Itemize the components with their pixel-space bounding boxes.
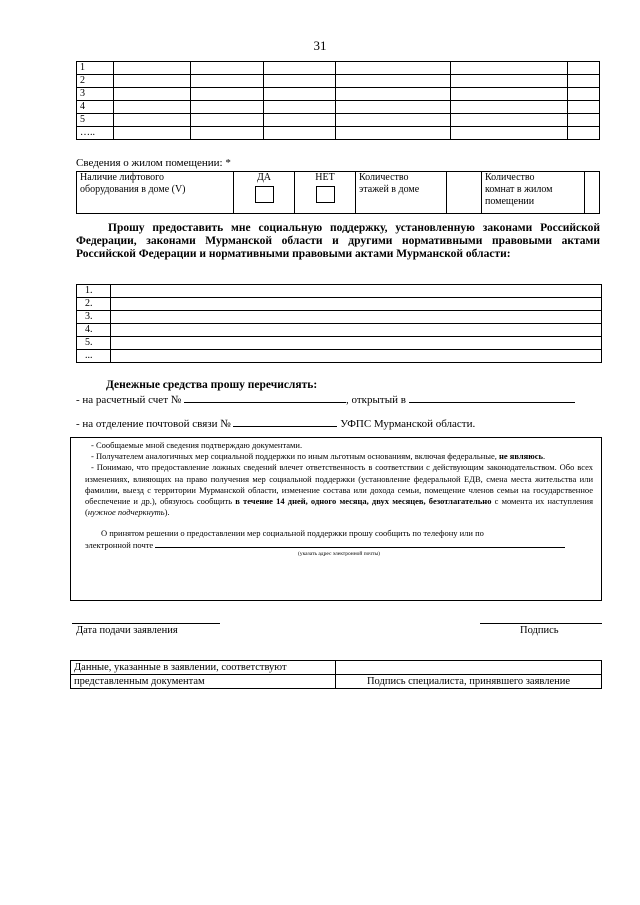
table-cell[interactable] [336,101,451,114]
declaration-p3: - Понимаю, что предоставление ложных сведений влечет ответственность в соответствии с действующим законодательством. Обо всех изменениях, влияющих на право получения мер социальной поддержки (установление федеральной ЕДВ, смена места жительства или фамилии, выезд с территории Мурманской области, изменение состава или дохода семьи, помещение членов семьи на государственное обеспечение и др.), обязуюсь сообщить в течение 14 дней, одного месяца, двух месяцев, безотлагательно с момента их наступления (нужное подчеркнуть). [85,462,593,518]
row-number: 1. [77,285,111,298]
table-cell[interactable] [451,88,568,101]
table-cell[interactable] [451,127,568,140]
page-number: 31 [313,38,327,53]
support-measure-cell[interactable] [111,324,602,337]
row-number: 2. [77,298,111,311]
signature-line[interactable] [480,623,602,624]
yes-label: ДА [256,172,272,183]
verification-table [70,660,602,689]
table-cell[interactable] [191,127,264,140]
table-cell[interactable] [264,127,336,140]
housing-table [76,171,600,214]
table-cell[interactable] [336,88,451,101]
table-cell[interactable] [451,101,568,114]
post-line [76,418,475,430]
table-row [77,298,602,311]
email-field[interactable] [155,547,565,548]
table-cell[interactable] [191,88,264,101]
table-cell[interactable] [568,62,600,75]
declaration-p1: - Сообщаемые мной сведения подтверждаю документами. [91,440,303,450]
table-row [77,350,602,363]
table-row [77,101,600,114]
declaration-p2: - Получателем аналогичных мер социальной поддержки по иным льготным основаниям, включая федеральные, не являюсь. [91,451,546,462]
no-label: НЕТ [315,172,335,183]
table-cell[interactable] [568,101,600,114]
account-line [76,394,575,406]
table-cell[interactable] [568,114,600,127]
email-label: электронной почте [85,539,154,550]
table-row [77,311,602,324]
row-number: ….. [77,127,114,140]
table-row [77,75,600,88]
table-cell[interactable] [114,127,191,140]
table-cell[interactable] [264,62,336,75]
email-hint: (указать адрес электронной почты) [298,550,380,557]
table-cell[interactable] [114,114,191,127]
floors-label-1: Количество [359,172,409,183]
table-cell[interactable] [264,114,336,127]
post-label: - на отделение почтовой связи № [76,418,231,430]
verify-text-1: Данные, указанные в заявлении, соответствуют [71,661,336,675]
support-measure-cell[interactable] [111,285,602,298]
table-cell[interactable] [114,75,191,88]
support-measure-cell[interactable] [111,311,602,324]
declaration-p3-italic: нужное подчеркнуть [87,507,165,518]
support-measure-cell[interactable] [111,337,602,350]
rooms-label-2: комнат в жилом [485,184,553,195]
table-cell[interactable] [264,88,336,101]
account-label: - на расчетный счет № [76,394,182,406]
table-row [77,114,600,127]
row-number: 3. [77,311,111,324]
money-title: Денежные средства прошу перечислять: [106,379,318,391]
table-cell[interactable] [191,101,264,114]
declaration-p4: О принятом решении о предоставлении мер социальной поддержки прошу сообщить по телефону или по [101,528,484,539]
rooms-label-3: помещении [485,196,535,207]
table-row [77,324,602,337]
declaration-box [70,437,602,601]
row-number: ... [77,350,111,363]
table-cell[interactable] [264,101,336,114]
table-cell[interactable] [191,75,264,88]
table-row [77,62,600,75]
floors-label-2: этажей в доме [359,184,420,195]
table-row [77,337,602,350]
support-table [76,284,602,363]
signature-label: Подпись [520,625,559,636]
row-number: 5. [77,337,111,350]
row-number: 4. [77,324,111,337]
declaration-p2-bold: не являюсь [499,451,544,462]
table-cell[interactable] [191,62,264,75]
date-line[interactable] [72,623,220,624]
floors-value[interactable] [447,172,482,214]
table-row [77,88,600,101]
no-checkbox[interactable] [316,186,335,203]
row-number: 5 [77,114,114,127]
request-text: Прошу предоставить мне социальную поддержку, установленную законами Российской Федерации, законами Мурманской области и другими нормативными правовыми актами Российской Федерации и нормативными правовыми актами Мурманской области: [76,222,600,260]
account-number-field[interactable] [184,402,346,403]
table-cell[interactable] [114,62,191,75]
family-table [76,61,600,140]
table-cell[interactable] [264,75,336,88]
table-row [77,285,602,298]
table-cell[interactable] [568,75,600,88]
table-cell[interactable] [336,75,451,88]
table-cell[interactable] [568,127,600,140]
post-suffix: УФПС Мурманской области. [340,418,476,430]
table-cell[interactable] [114,101,191,114]
rooms-label-1: Количество [485,172,535,183]
email-line [85,540,593,551]
table-row [77,127,600,140]
table-cell[interactable] [114,88,191,101]
table-cell[interactable] [451,75,568,88]
table-cell[interactable] [336,127,451,140]
row-number: 2 [77,75,114,88]
verify-text-2: представленным документам [71,675,336,689]
support-measure-cell[interactable] [111,298,602,311]
rooms-value[interactable] [585,172,600,214]
table-cell[interactable] [568,88,600,101]
row-number: 1 [77,62,114,75]
support-measure-cell[interactable] [111,350,602,363]
table-cell[interactable] [191,114,264,127]
table-cell[interactable] [451,114,568,127]
specialist-signature-label: Подпись специалиста, принявшего заявление [336,675,602,689]
declaration-p3-bold: в течение 14 дней, одного месяца, двух месяцев, безотлагательно [235,496,492,507]
elevator-label-2: оборудования в доме (V) [80,184,186,195]
row-number: 4 [77,101,114,114]
table-cell[interactable] [336,114,451,127]
table-cell[interactable] [336,62,451,75]
table-cell[interactable] [451,62,568,75]
housing-title: Сведения о жилом помещении: * [76,157,231,169]
date-label: Дата подачи заявления [76,625,178,636]
yes-checkbox[interactable] [255,186,274,203]
opened-label: , открытый в [346,394,406,406]
bank-field[interactable] [409,402,575,403]
row-number: 3 [77,88,114,101]
post-office-field[interactable] [233,426,337,427]
elevator-label-1: Наличие лифтового [80,172,164,183]
